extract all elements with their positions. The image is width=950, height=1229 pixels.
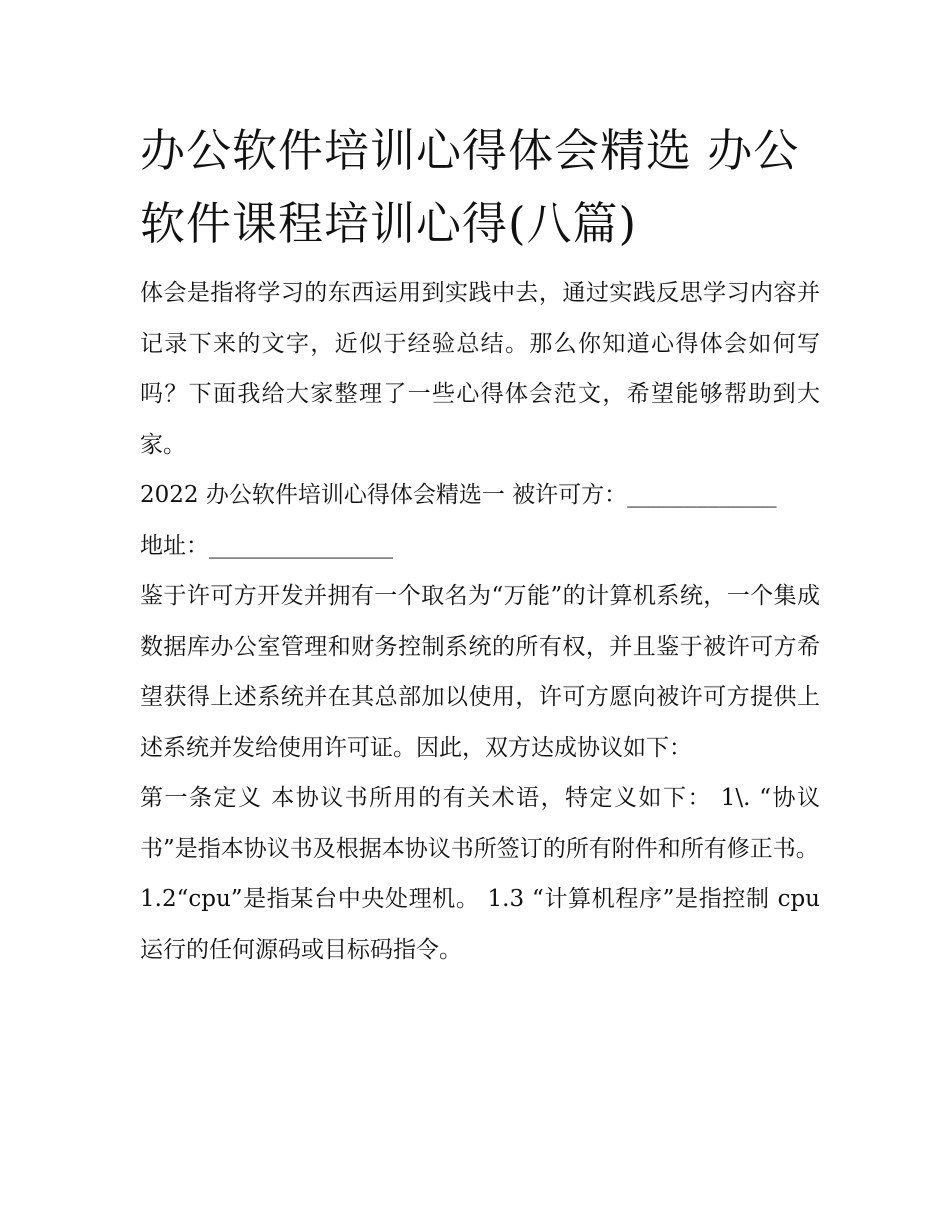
address-line: 地址：________________ xyxy=(140,532,393,559)
intro-paragraph: 体会是指将学习的东西运用到实践中去，通过实践反思学习内容并记录下来的文字，近似于经验总结。那么你知道心得体会如何写吗？下面我给大家整理了一些心得体会范文，希望能够帮助到大家。 xyxy=(140,280,820,458)
definitions-paragraph: 第一条定义 本协议书所用的有关术语，特定义如下： 1\. “协议书”是指本协议书及根据本协议书所签订的所有附件和所有修正书。 xyxy=(140,785,820,862)
cpu-definition-paragraph: 1.2“cpu”是指某台中央处理机。 1.3 “计算机程序”是指控制 cpu 运行的任何源码或目标码指令。 xyxy=(140,886,820,963)
document-title: 办公软件培训心得体会精选 办公软件课程培训心得(八篇) xyxy=(140,124,800,250)
whereas-paragraph: 鉴于许可方开发并拥有一个取名为“万能”的计算机系统，一个集成数据库办公室管理和财务控制系统的所有权，并且鉴于被许可方希望获得上述系统并在其总部加以使用，许可方愿向被许可方提供上述系统并发给使用许可证。因此，双方达成协议如下： xyxy=(140,583,820,761)
document-page xyxy=(140,114,820,975)
licensee-line: 2022 办公软件培训心得体会精选一 被许可方：_____________ xyxy=(140,482,777,508)
